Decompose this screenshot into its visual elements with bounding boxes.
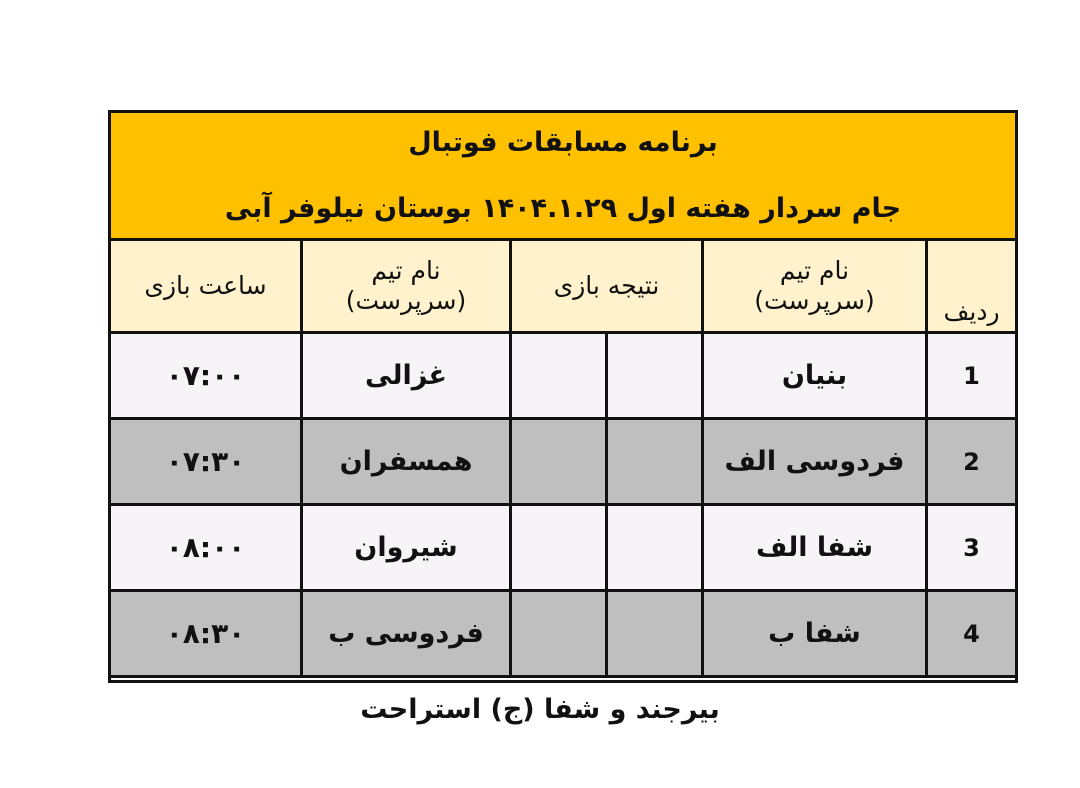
table-title-block	[111, 113, 1015, 241]
time-cell	[111, 334, 303, 417]
team-2-name: فردوسی ب	[328, 618, 484, 649]
match-time: ۰۸:۰۰	[165, 531, 246, 564]
team-1-name: بنیان	[781, 360, 848, 391]
team-2-name: غزالی	[365, 360, 447, 391]
header-team-1	[704, 241, 928, 331]
row-number: 3	[963, 533, 980, 562]
header-team-2-sub: (سرپرست)	[345, 286, 467, 315]
score-1-cell	[608, 506, 704, 589]
team-1-name: فردوسی الف	[724, 446, 905, 477]
row-number: 1	[963, 361, 980, 390]
score-2-cell	[512, 506, 608, 589]
header-row-number	[928, 241, 1015, 331]
table-title: برنامه مسابقات فوتبال	[408, 127, 718, 158]
row-number-cell	[928, 420, 1015, 503]
score-1-cell	[608, 334, 704, 417]
schedule-table	[108, 110, 1018, 683]
row-number-cell	[928, 592, 1015, 675]
match-time: ۰۷:۰۰	[165, 359, 246, 392]
team-1-cell	[704, 334, 928, 417]
header-time	[111, 241, 303, 331]
table-row	[111, 592, 1015, 678]
team-1-name: شفا الف	[755, 532, 874, 563]
score-1-cell	[608, 420, 704, 503]
table-row	[111, 334, 1015, 420]
header-result-label: نتیجه بازی	[553, 270, 660, 300]
header-team-2	[303, 241, 512, 331]
rest-note: بیرجند و شفا (ج) استراحت	[360, 694, 720, 725]
score-1-cell	[608, 592, 704, 675]
header-result	[512, 241, 704, 331]
header-team-1-name: نام تیم	[779, 255, 850, 285]
team-2-name: شیروان	[354, 532, 458, 563]
score-2-cell	[512, 420, 608, 503]
team-1-cell	[704, 592, 928, 675]
score-2-cell	[512, 334, 608, 417]
team-2-cell	[303, 506, 512, 589]
table-header-row	[111, 241, 1015, 334]
score-2-cell	[512, 592, 608, 675]
row-number: 4	[963, 619, 980, 648]
header-team-1-label	[754, 256, 875, 317]
team-2-name: همسفران	[339, 446, 473, 477]
team-2-cell	[303, 420, 512, 503]
match-time: ۰۷:۳۰	[165, 445, 246, 478]
row-number-cell	[928, 506, 1015, 589]
header-team-1-sub: (سرپرست)	[754, 286, 875, 315]
team-2-cell	[303, 592, 512, 675]
time-cell	[111, 506, 303, 589]
header-team-2-name: نام تیم	[371, 255, 441, 285]
time-cell	[111, 420, 303, 503]
team-1-cell	[704, 506, 928, 589]
header-time-label: ساعت بازی	[144, 270, 267, 300]
team-1-cell	[704, 420, 928, 503]
header-row-number-label: ردیف	[943, 296, 1000, 326]
row-number: 2	[963, 447, 980, 476]
table-subtitle: جام سردار هفته اول ۱۴۰۴.۱.۲۹ بوستان نیلوفر آبی	[224, 193, 902, 224]
team-1-name: شفا ب	[768, 618, 861, 649]
table-grid	[111, 241, 1015, 680]
team-2-cell	[303, 334, 512, 417]
header-team-2-label	[346, 256, 467, 317]
table-row	[111, 506, 1015, 592]
row-number-cell	[928, 334, 1015, 417]
time-cell	[111, 592, 303, 675]
table-row	[111, 420, 1015, 506]
match-time: ۰۸:۳۰	[165, 617, 246, 650]
